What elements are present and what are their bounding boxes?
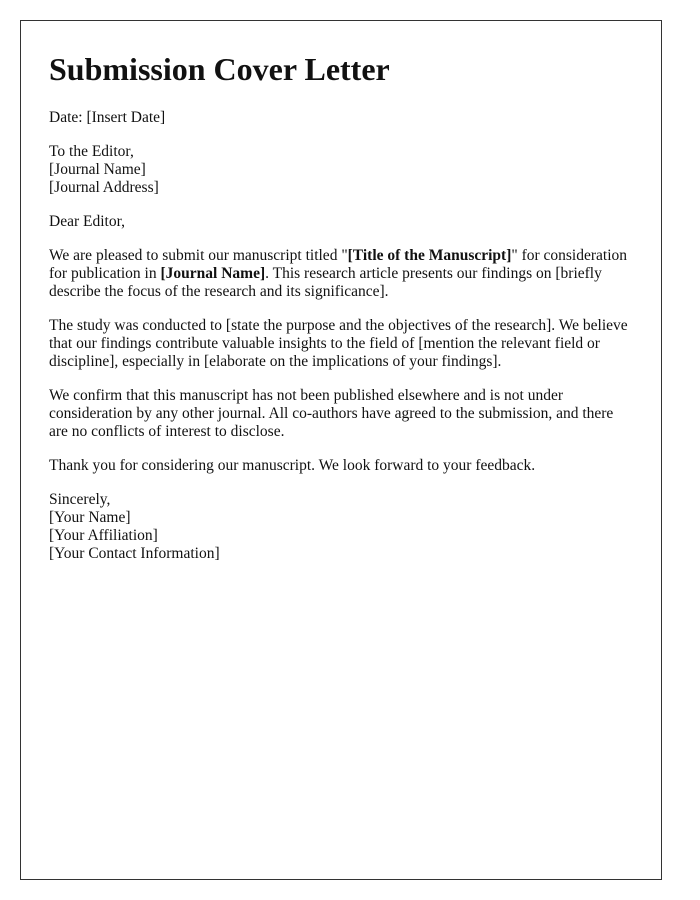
closing-sincerely: Sincerely, bbox=[49, 491, 111, 508]
recipient-line: To the Editor, bbox=[49, 143, 134, 160]
closing-affiliation: [Your Affiliation] bbox=[49, 527, 158, 544]
manuscript-title-placeholder: [Title of the Manuscript] bbox=[347, 247, 512, 264]
letter-date: Date: [Insert Date] bbox=[49, 109, 166, 126]
salutation: Dear Editor, bbox=[49, 213, 125, 230]
closing-name: [Your Name] bbox=[49, 509, 131, 526]
recipient-journal-address: [Journal Address] bbox=[49, 179, 159, 196]
paragraph-intro-text: " for consideration for publication in bbox=[49, 247, 628, 282]
letter-page bbox=[20, 20, 662, 880]
letter-title: Submission Cover Letter bbox=[49, 51, 390, 87]
recipient-journal-name: [Journal Name] bbox=[49, 161, 146, 178]
paragraph-confirmation: We confirm that this manuscript has not been published elsewhere and is not under consideration by any other journal. All co-authors have agreed to the submission, and there are no conflicts of interest to disclose. bbox=[49, 387, 614, 440]
paragraph-intro-text: . This research article presents our findings on [briefly describe the focus of the research and its significance]. bbox=[49, 265, 602, 300]
recipient-block bbox=[49, 143, 633, 197]
journal-name-placeholder: [Journal Name] bbox=[160, 265, 266, 282]
paragraph-thanks: Thank you for considering our manuscript. We look forward to your feedback. bbox=[49, 457, 536, 474]
paragraph-study: The study was conducted to [state the purpose and the objectives of the research]. We believe that our findings contribute valuable insights to the field of [mention the relevant field or discipline], especially in [elaborate on the implications of your findings]. bbox=[49, 317, 628, 370]
closing-block bbox=[49, 491, 633, 563]
closing-contact: [Your Contact Information] bbox=[49, 545, 220, 562]
paragraph-intro bbox=[49, 247, 633, 301]
paragraph-intro-text: We are pleased to submit our manuscript titled " bbox=[49, 247, 348, 264]
